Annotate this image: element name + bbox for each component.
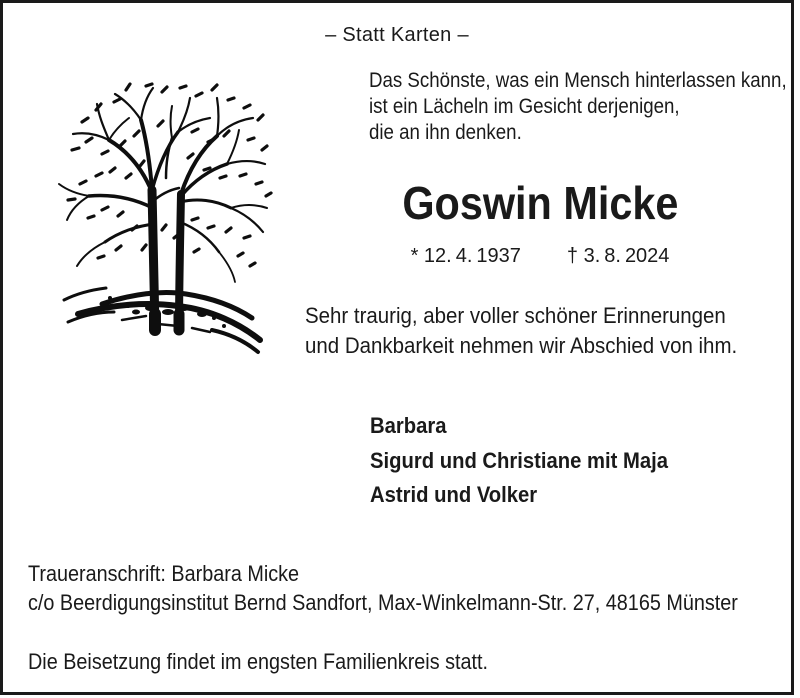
mourner-name-3: Astrid und Volker [370,482,538,507]
address-line-2: c/o Beerdigungsinstitut Bernd Sandfort, Max-Winkelmann-Str. 27, 48165 Münster [28,589,738,615]
life-dates [310,245,770,268]
quote-line-1: Das Schönste, was ein Mensch hinterlassen kann, [369,69,787,92]
farewell-line-2: und Dankbarkeit nehmen wir Abschied von ihm. [305,333,738,358]
funeral-note [28,649,539,675]
mourner-name-2: Sigurd und Christiane mit Maja [370,447,669,473]
birth-date: * 12. 4. 1937 [410,245,521,267]
memorial-quote [369,68,800,146]
farewell-line-1: Sehr traurig, aber voller schöner Erinnerungen [305,303,726,328]
quote-line-2: ist ein Lächeln im Gesicht derjenigen, [369,95,680,118]
address-line-1: Traueranschrift: Barbara Micke [28,561,300,586]
farewell-message [305,301,770,361]
tree-illustration [55,78,285,368]
funeral-note-text: Die Beisetzung findet im engsten Familienkreis statt. [28,649,489,674]
statt-karten-header [0,24,794,47]
quote-line-3: die an ihn denken. [369,121,522,144]
mourners-list [370,409,694,513]
deceased-name [310,177,770,229]
statt-karten-text: – Statt Karten – [325,24,469,46]
mourning-address [28,560,800,617]
mourner-name-1: Barbara [370,413,447,438]
death-date: † 3. 8. 2024 [566,245,670,267]
bare-tree-icon [55,78,285,368]
deceased-name-text: Goswin Micke [401,177,679,229]
